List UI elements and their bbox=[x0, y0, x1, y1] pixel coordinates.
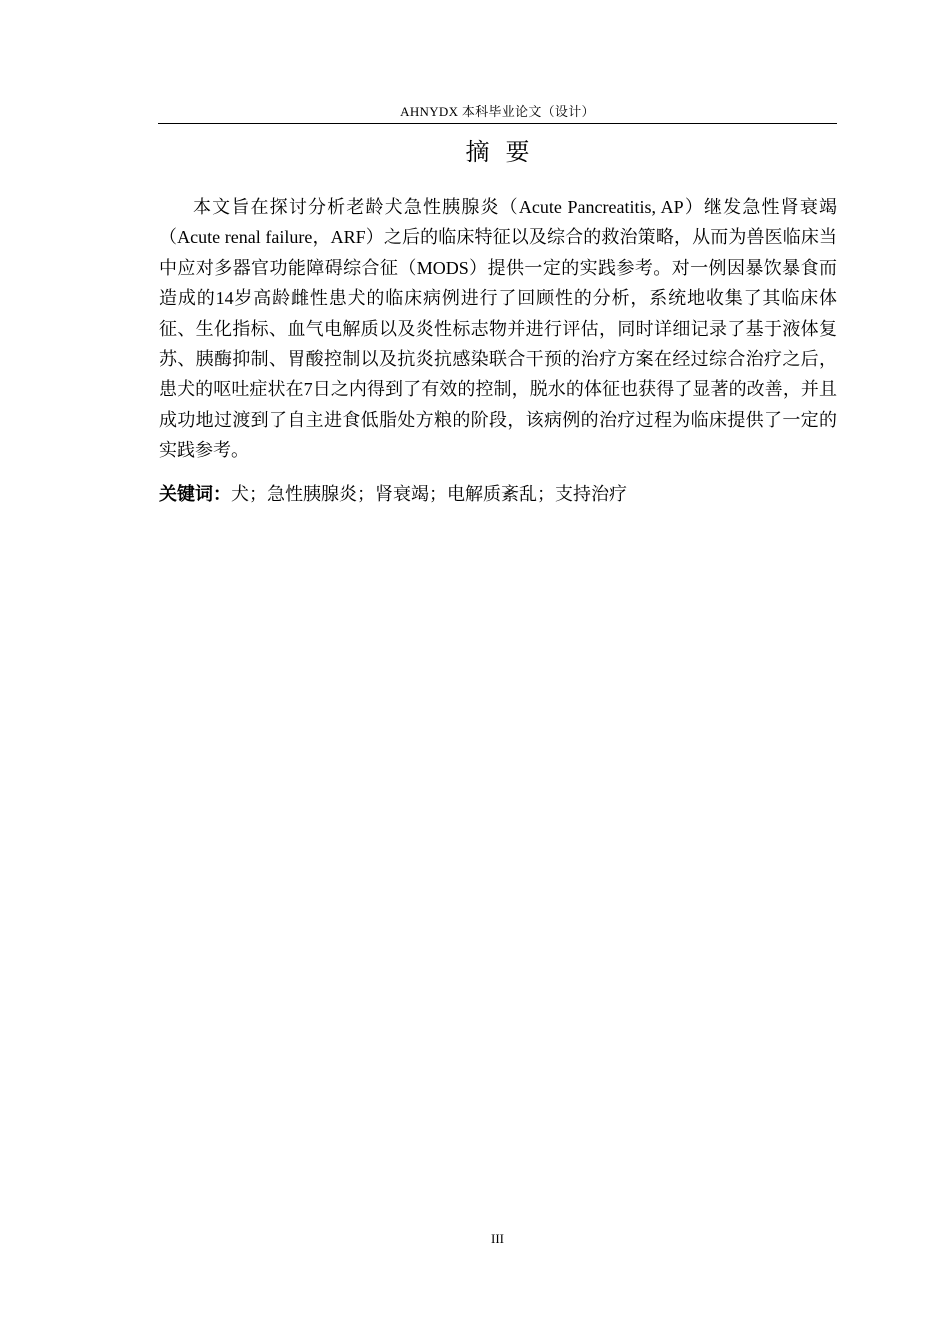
page-number: III bbox=[491, 1231, 504, 1246]
header-divider bbox=[158, 123, 837, 124]
keywords-label: 关键词： bbox=[159, 484, 231, 505]
keywords-value: 犬；急性胰腺炎；肾衰竭；电解质紊乱；支持治疗 bbox=[231, 484, 627, 504]
running-header: AHNYDX 本科毕业论文（设计） bbox=[400, 104, 595, 119]
keywords-line bbox=[159, 479, 837, 510]
abstract-title: 摘要 bbox=[465, 138, 546, 166]
abstract-body: 本文旨在探讨分析老龄犬急性胰腺炎（Acute Pancreatitis, AP）继发急性肾衰竭（Acute renal failure，ARF）之后的临床特征以及综合的救治策略，从而为兽医临床当中应对多器官功能障碍综合征（MODS）提供一定的实践参考。对一例因暴饮暴食而造成的14岁高龄雌性患犬的临床病例进行了回顾性的分析，系统地收集了其临床体征、生化指标、血气电解质以及炎性标志物并进行评估，同时详细记录了基于液体复苏、胰酶抑制、胃酸控制以及抗炎抗感染联合干预的治疗方案在经过综合治疗之后，患犬的呕吐症状在7日之内得到了有效的控制，脱水的体征也获得了显著的改善，并且成功地过渡到了自主进食低脂处方粮的阶段，该病例的治疗过程为临床提供了一定的实践参考。 bbox=[159, 197, 837, 461]
